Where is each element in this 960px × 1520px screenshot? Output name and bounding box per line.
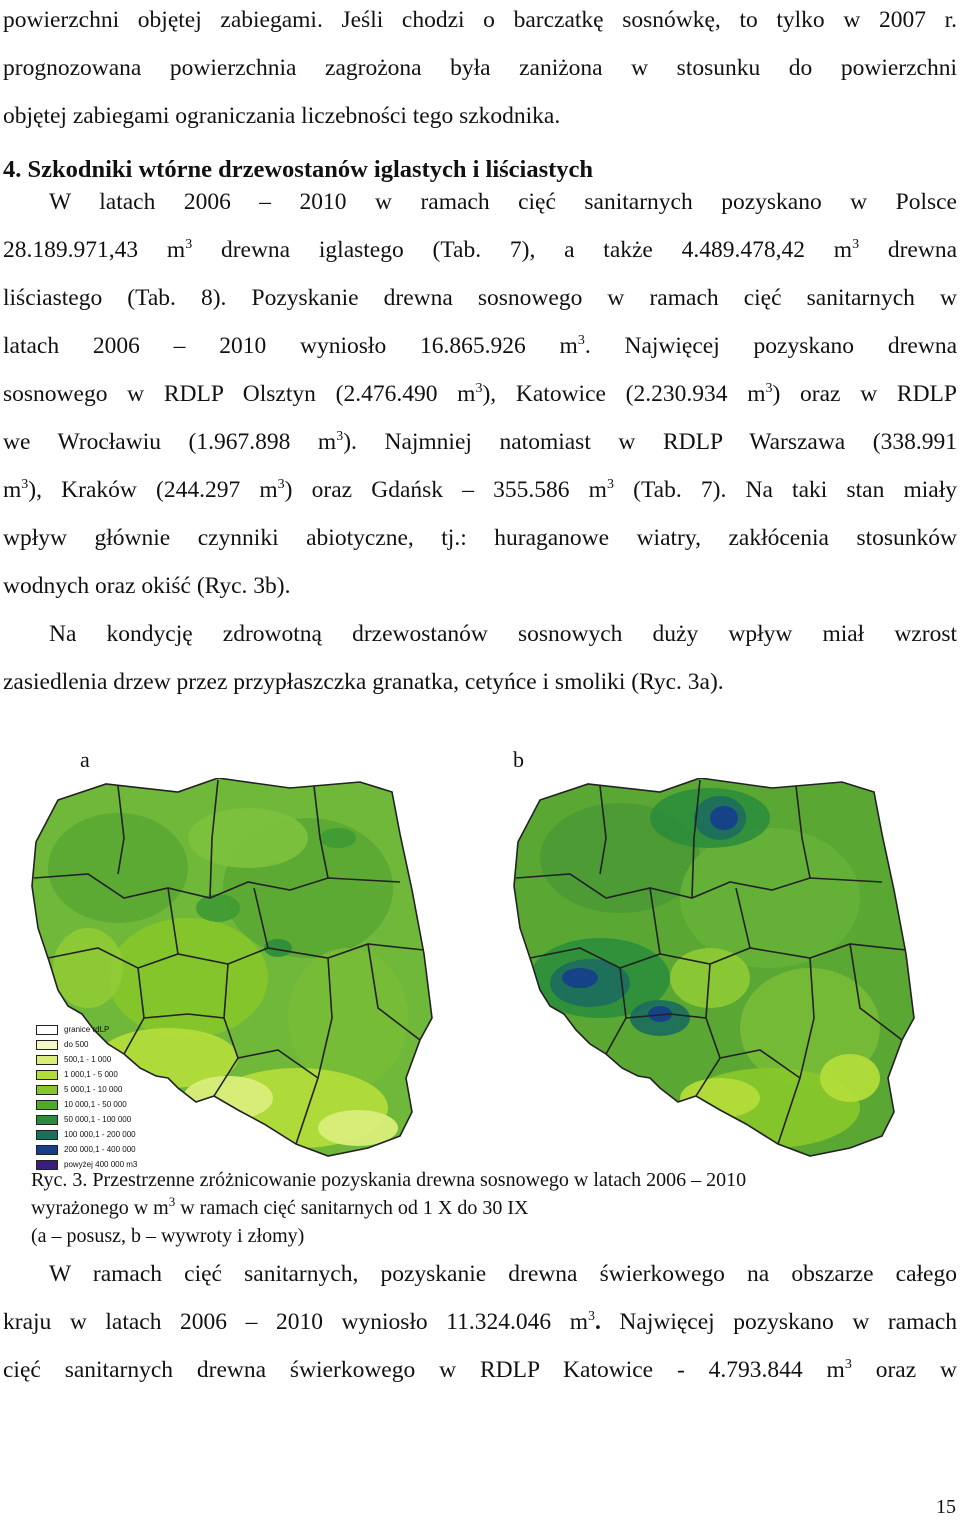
figure-label-a: a	[80, 747, 90, 772]
text-line: W ramach cięć sanitarnych, pozyskanie drewna świerkowego na obszarze całego	[49, 1261, 957, 1287]
text-line: 28.189.971,43 $m^3$ drewna iglastego (Tab. 7), a także 4.489.478,42 $m^3$ drewna	[3, 237, 957, 263]
legend-swatch	[36, 1130, 58, 1140]
paragraph-spruce	[3, 1250, 957, 1394]
legend-item: powyżej 400 000 m3	[36, 1157, 137, 1172]
caption-line: (a – posusz, b – wywroty i złomy)	[31, 1225, 305, 1247]
legend-item: 500,1 - 1 000	[36, 1052, 137, 1067]
text-line: $m^3$), Kraków (244.297 $m^3$) oraz Gdańsk – 355.586 $m^3$ (Tab. 7). Na taki stan miały	[3, 477, 957, 503]
paragraph-condition	[3, 610, 957, 706]
legend-item: granice rdLP	[36, 1022, 137, 1037]
text-line: objętej zabiegami ograniczania liczebności tego szkodnika.	[3, 103, 561, 129]
paragraph-harvest	[3, 178, 957, 610]
section-heading: 4. Szkodniki wtórne drzewostanów iglastych i liściastych	[3, 156, 594, 183]
legend-item: 200 000,1 - 400 000	[36, 1142, 137, 1157]
text-line: kraju w latach 2006 – 2010 wyniosło 11.324.046 $m^3$. Najwięcej pozyskano w ramach	[3, 1309, 957, 1335]
text-line: liściastego (Tab. 8). Pozyskanie drewna sosnowego w ramach cięć sanitarnych w	[3, 285, 957, 311]
legend-swatch	[36, 1025, 58, 1035]
legend-item: do 500	[36, 1037, 137, 1052]
legend-swatch	[36, 1085, 58, 1095]
legend-swatch	[36, 1070, 58, 1080]
figure-label-b: b	[513, 747, 524, 772]
map-legend	[36, 1022, 137, 1172]
legend-item: 10 000,1 - 50 000	[36, 1097, 137, 1112]
intro-paragraph	[3, 0, 957, 140]
legend-swatch	[36, 1100, 58, 1110]
caption-line: wyrażonego w $m^3$ w ramach cięć sanitarnych od 1 X do 30 IX	[31, 1194, 529, 1219]
figure-caption	[31, 1166, 911, 1250]
text-line: sosnowego w RDLP Olsztyn (2.476.490 $m^3$), Katowice (2.230.934 $m^3$) oraz w RDLP	[3, 381, 957, 407]
text-line: powierzchni objętej zabiegami. Jeśli chodzi o barczatkę sosnówkę, to tylko w 2007 r.	[3, 7, 957, 33]
text-line: latach 2006 – 2010 wyniosło 16.865.926 $m^3$. Najwięcej pozyskano drewna	[3, 333, 957, 359]
page-number: 15	[936, 1496, 956, 1518]
text-line: wodnych oraz okiść (Ryc. 3b).	[3, 573, 291, 599]
text-line: wpływ głównie czynniki abiotyczne, tj.: huraganowe wiatry, zakłócenia stosunków	[3, 525, 957, 551]
caption-line: Ryc. 3. Przestrzenne zróżnicowanie pozyskania drewna sosnowego w latach 2006 – 2010	[31, 1169, 747, 1191]
legend-swatch	[36, 1115, 58, 1125]
text-line: we Wrocławiu (1.967.898 $m^3$). Najmniej natomiast w RDLP Warszawa (338.991	[3, 429, 957, 455]
legend-item: 1 000,1 - 5 000	[36, 1067, 137, 1082]
map-b-windthrow	[510, 778, 920, 1160]
text-line: Na kondycję zdrowotną drzewostanów sosnowych duży wpływ miał wzrost	[49, 621, 957, 647]
text-line: zasiedlenia drzew przez przypłaszczka granatka, cetyńce i smoliki (Ryc. 3a).	[3, 669, 724, 695]
legend-item: 5 000,1 - 10 000	[36, 1082, 137, 1097]
legend-swatch	[36, 1040, 58, 1050]
text-line: prognozowana powierzchnia zagrożona była zaniżona w stosunku do powierzchni	[3, 55, 957, 81]
legend-swatch	[36, 1055, 58, 1065]
text-line: cięć sanitarnych drewna świerkowego w RDLP Katowice - 4.793.844 $m^3$ oraz w	[3, 1357, 957, 1383]
legend-swatch	[36, 1145, 58, 1155]
legend-item: 50 000,1 - 100 000	[36, 1112, 137, 1127]
legend-item: 100 000,1 - 200 000	[36, 1127, 137, 1142]
text-line: W latach 2006 – 2010 w ramach cięć sanitarnych pozyskano w Polsce	[49, 189, 957, 215]
